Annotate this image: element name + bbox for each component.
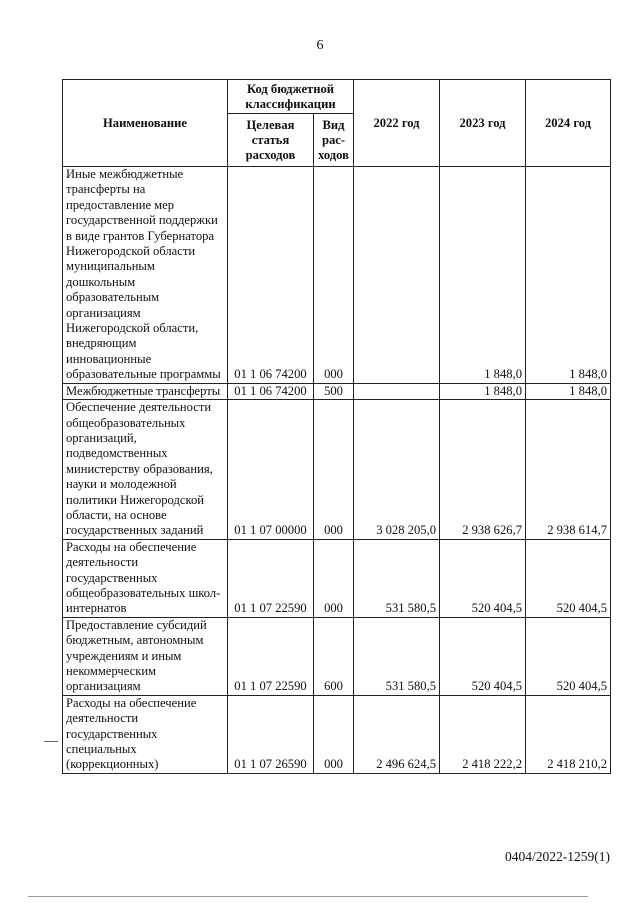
- row-value-2022: [354, 383, 440, 399]
- row-value-2023: 2 938 626,7: [440, 400, 526, 540]
- row-target-article: 01 1 06 74200: [228, 167, 314, 384]
- row-target-article: 01 1 07 22590: [228, 539, 314, 617]
- row-value-2023: 2 418 222,2: [440, 695, 526, 773]
- row-value-2022: [354, 167, 440, 384]
- scan-edge-mark: [28, 896, 588, 897]
- table-body: [63, 167, 611, 774]
- row-name: Расходы на обеспечение деятельности государственных специальных (коррекционных): [63, 695, 228, 773]
- row-name: Обеспечение деятельности общеобразовательных организаций, подведомственных министерству образования, науки и молодежной политики Нижегородской области, на основе государственных заданий: [63, 400, 228, 540]
- header-year-2024: 2024 год: [526, 80, 611, 167]
- row-value-2023: 1 848,0: [440, 167, 526, 384]
- row-expense-type: 000: [314, 539, 354, 617]
- row-expense-type: 000: [314, 167, 354, 384]
- row-value-2023: 520 404,5: [440, 539, 526, 617]
- table-row: [63, 617, 611, 695]
- row-name: Предоставление субсидий бюджетным, автономным учреждениям и иным некоммерческим организациям: [63, 617, 228, 695]
- row-value-2022: 2 496 624,5: [354, 695, 440, 773]
- table-row: [63, 383, 611, 399]
- row-value-2024: 520 404,5: [526, 617, 611, 695]
- header-target-article: Целевая статья расходов: [228, 114, 314, 167]
- document-id: 0404/2022-1259(1): [505, 849, 610, 864]
- table-row: [63, 539, 611, 617]
- row-target-article: 01 1 07 22590: [228, 617, 314, 695]
- row-expense-type: 000: [314, 695, 354, 773]
- row-name: Межбюджетные трансферты: [63, 383, 228, 399]
- budget-table: [62, 79, 611, 774]
- row-value-2022: 531 580,5: [354, 539, 440, 617]
- row-expense-type: 500: [314, 383, 354, 399]
- row-value-2024: 1 848,0: [526, 167, 611, 384]
- row-value-2024: 1 848,0: [526, 383, 611, 399]
- header-name: Наименование: [63, 80, 228, 167]
- row-target-article: 01 1 06 74200: [228, 383, 314, 399]
- table-header: [63, 80, 611, 167]
- row-target-article: 01 1 07 00000: [228, 400, 314, 540]
- table-row: [63, 400, 611, 540]
- row-value-2024: 2 418 210,2: [526, 695, 611, 773]
- header-year-2022: 2022 год: [354, 80, 440, 167]
- row-target-article: 01 1 07 26590: [228, 695, 314, 773]
- row-value-2024: 2 938 614,7: [526, 400, 611, 540]
- row-expense-type: 000: [314, 400, 354, 540]
- row-expense-type: 600: [314, 617, 354, 695]
- row-value-2023: 1 848,0: [440, 383, 526, 399]
- row-value-2024: 520 404,5: [526, 539, 611, 617]
- row-value-2022: 531 580,5: [354, 617, 440, 695]
- header-expense-type: Вид рас-ходов: [314, 114, 354, 167]
- row-name: Расходы на обеспечение деятельности государственных общеобразовательных школ-интернатов: [63, 539, 228, 617]
- row-name: Иные межбюджетные трансферты на предоставление мер государственной поддержки в виде грантов Губернатора Нижегородской области муниципальным дошкольным образовательным организациям Нижегородской области, внедряющим инновационные образовательные программы: [63, 167, 228, 384]
- page-number: 6: [316, 38, 324, 53]
- table-row: [63, 695, 611, 773]
- table-row: [63, 167, 611, 384]
- row-value-2022: 3 028 205,0: [354, 400, 440, 540]
- header-year-2023: 2023 год: [440, 80, 526, 167]
- row-value-2023: 520 404,5: [440, 617, 526, 695]
- header-code-group: Код бюджетной классификации: [228, 80, 354, 114]
- scan-edge-mark: [44, 741, 58, 742]
